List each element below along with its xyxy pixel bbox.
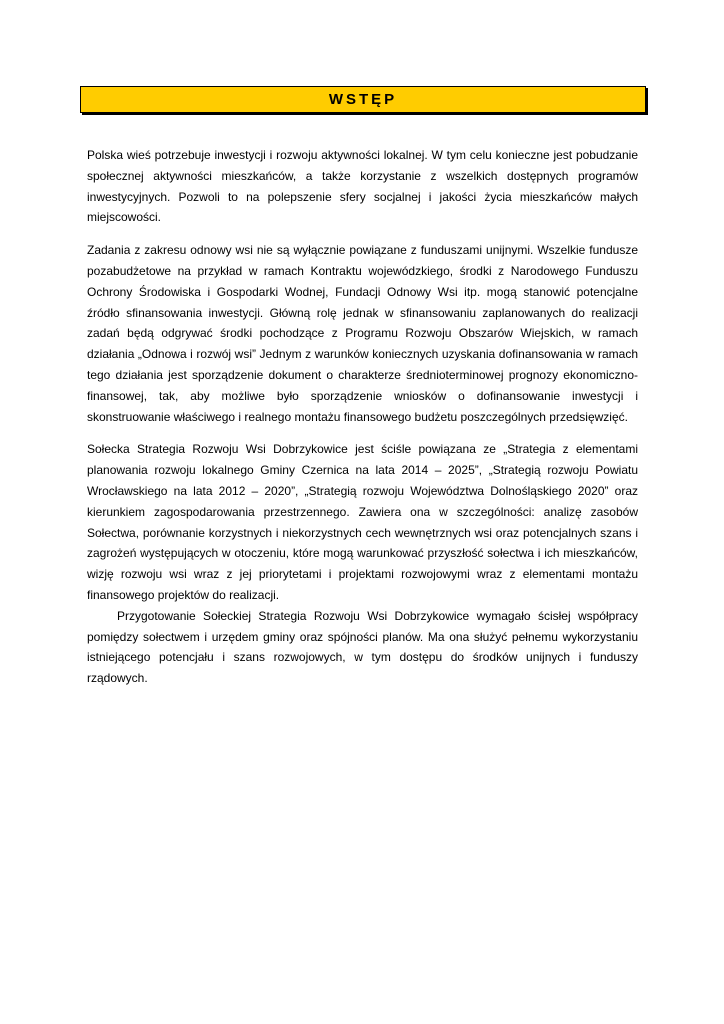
document-body <box>87 145 638 689</box>
section-title: WSTĘP <box>328 91 398 108</box>
paragraph-intro: Polska wieś potrzebuje inwestycji i rozwoju aktywności lokalnej. W tym celu konieczne jest pobudzanie społecznej aktywności mieszkańców, a także korzystanie z wszelkich dostępnych programów inwestycyjnych. Pozwoli to na polepszenie sfery socjalnej i jakości życia mieszkańców małych miejscowości. <box>87 148 638 225</box>
section-title-banner <box>80 86 646 113</box>
paragraph-cooperation: Przygotowanie Sołeckiej Strategia Rozwoju Wsi Dobrzykowice wymagało ścisłej współpracy pomiędzy sołectwem i urzędem gminy oraz spójności planów. Ma ona służyć pełnemu wykorzystaniu istniejącego potencjału i szans rozwojowych, w tym dostępu do środków unijnych i funduszy rządowych. <box>87 608 638 686</box>
paragraph-funding: Zadania z zakresu odnowy wsi nie są wyłącznie powiązane z funduszami unijnymi. Wszelkie fundusze pozabudżetowe na przykład w ramach Kontraktu wojewódzkiego, środki z Narodowego Funduszu Ochrony Środowiska i Gospodarki Wodnej, Fundacji Odnowy Wsi itp. mogą stanowić potencjalne źródło sfinansowania inwestycji. Główną rolę jednak w sfinansowaniu zaplanowanych do realizacji zadań będą odgrywać środki pochodzące z Programu Rozwoju Obszarów Wiejskich, w ramach działania „Odnowa i rozwój wsi” Jednym z warunków koniecznych uzyskania dofinansowania w ramach tego działania jest sporządzenie dokument o charakterze średnioterminowej prognozy ekonomiczno-finansowej, tak, aby możliwe było sporządzenie wniosków o dofinansowanie inwestycji i skonstruowanie właściwego i realnego montażu finansowego budżetu poszczególnych przedsięwzięć. <box>87 243 638 424</box>
paragraph-strategy: Sołecka Strategia Rozwoju Wsi Dobrzykowice jest ściśle powiązana ze „Strategia z elementami planowania rozwoju lokalnego Gminy Czernica na lata 2014 – 2025”, „Strategią rozwoju Powiatu Wrocławskiego na lata 2012 – 2020”, „Strategią rozwoju Województwa Dolnośląskiego 2020” oraz kierunkiem zagospodarowania przestrzennego. Zawiera ona w szczególności: analizę zasobów Sołectwa, porównanie korzystnych i niekorzystnych cech wewnętrznych wsi oraz potencjalnych szans i zagrożeń występujących w otoczeniu, które mogą warunkować przyszłość sołectwa i ich mieszkańców, wizję rozwoju wsi wraz z jej priorytetami i projektami rozwojowymi wraz z elementami montażu finansowego projektów do realizacji. <box>87 442 638 602</box>
